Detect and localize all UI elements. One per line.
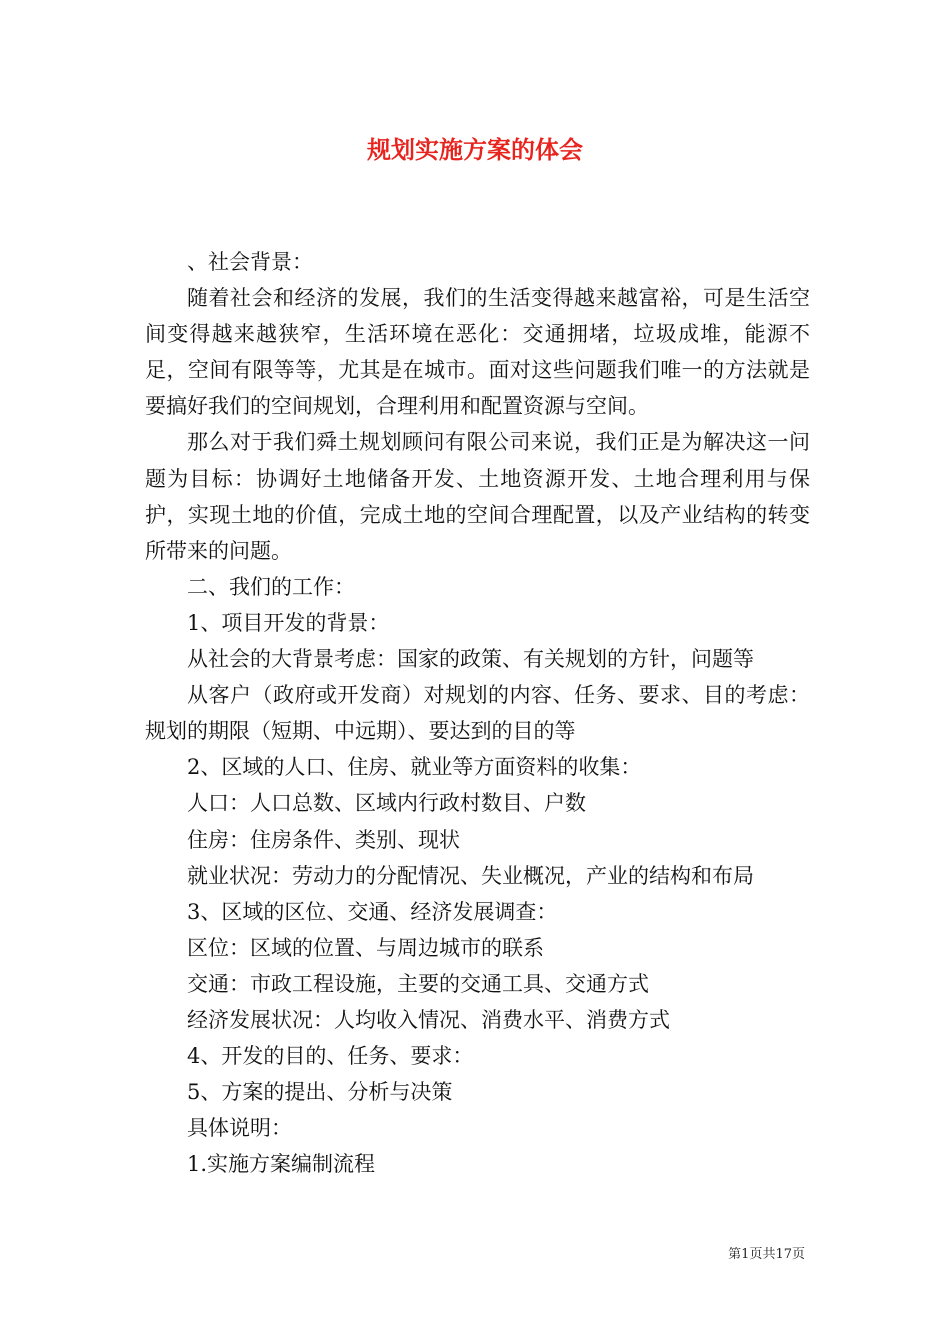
page-title: 规划实施方案的体会 [367, 135, 583, 164]
paragraph: 2、区域的人口、住房、就业等方面资料的收集： [187, 755, 642, 780]
document-body [145, 244, 810, 1182]
paragraph: 3、区域的区位、交通、经济发展调查： [187, 899, 558, 924]
paragraph: 随着社会和经济的发展，我们的生活变得越来越富裕，可是生活空间变得越来越狭窄，生活环境在恶化：交通拥堵，垃圾成堆，能源不足，空间有限等等，尤其是在城市。面对这些问题我们唯一的方法就是要搞好我们的空间规划，合理利用和配置资源与空间。 [145, 286, 810, 419]
paragraph: 从社会的大背景考虑：国家的政策、有关规划的方针，问题等 [187, 647, 754, 672]
paragraph: 那么对于我们舜土规划顾问有限公司来说，我们正是为解决这一问题为目标：协调好土地储备开发、土地资源开发、土地合理利用与保护，实现土地的价值，完成土地的空间合理配置，以及产业结构的转变所带来的问题。 [145, 430, 810, 563]
paragraph: 经济发展状况：人均收入情况、消费水平、消费方式 [187, 1007, 670, 1032]
paragraph: 具体说明： [187, 1116, 292, 1141]
paragraph: 就业状况：劳动力的分配情况、失业概况，产业的结构和布局 [187, 863, 754, 888]
paragraph: 住房：住房条件、类别、现状 [187, 827, 460, 852]
paragraph: 交通：市政工程设施，主要的交通工具、交通方式 [187, 971, 649, 996]
page-number: 第1页共17页 [728, 1247, 805, 1262]
paragraph: 从客户（政府或开发商）对规划的内容、任务、要求、目的考虑：规划的期限（短期、中远期）、要达到的目的等 [145, 683, 810, 744]
paragraph: 5、方案的提出、分析与决策 [187, 1080, 453, 1105]
paragraph: 1.实施方案编制流程 [187, 1152, 376, 1177]
paragraph: 4、开发的目的、任务、要求： [187, 1044, 474, 1069]
paragraph: 、社会背景： [187, 250, 313, 274]
paragraph: 区位：区域的位置、与周边城市的联系 [187, 935, 544, 960]
paragraph: 二、我们的工作： [187, 574, 355, 599]
paragraph: 1、项目开发的背景： [187, 610, 390, 635]
paragraph: 人口：人口总数、区域内行政村数目、户数 [187, 791, 586, 816]
